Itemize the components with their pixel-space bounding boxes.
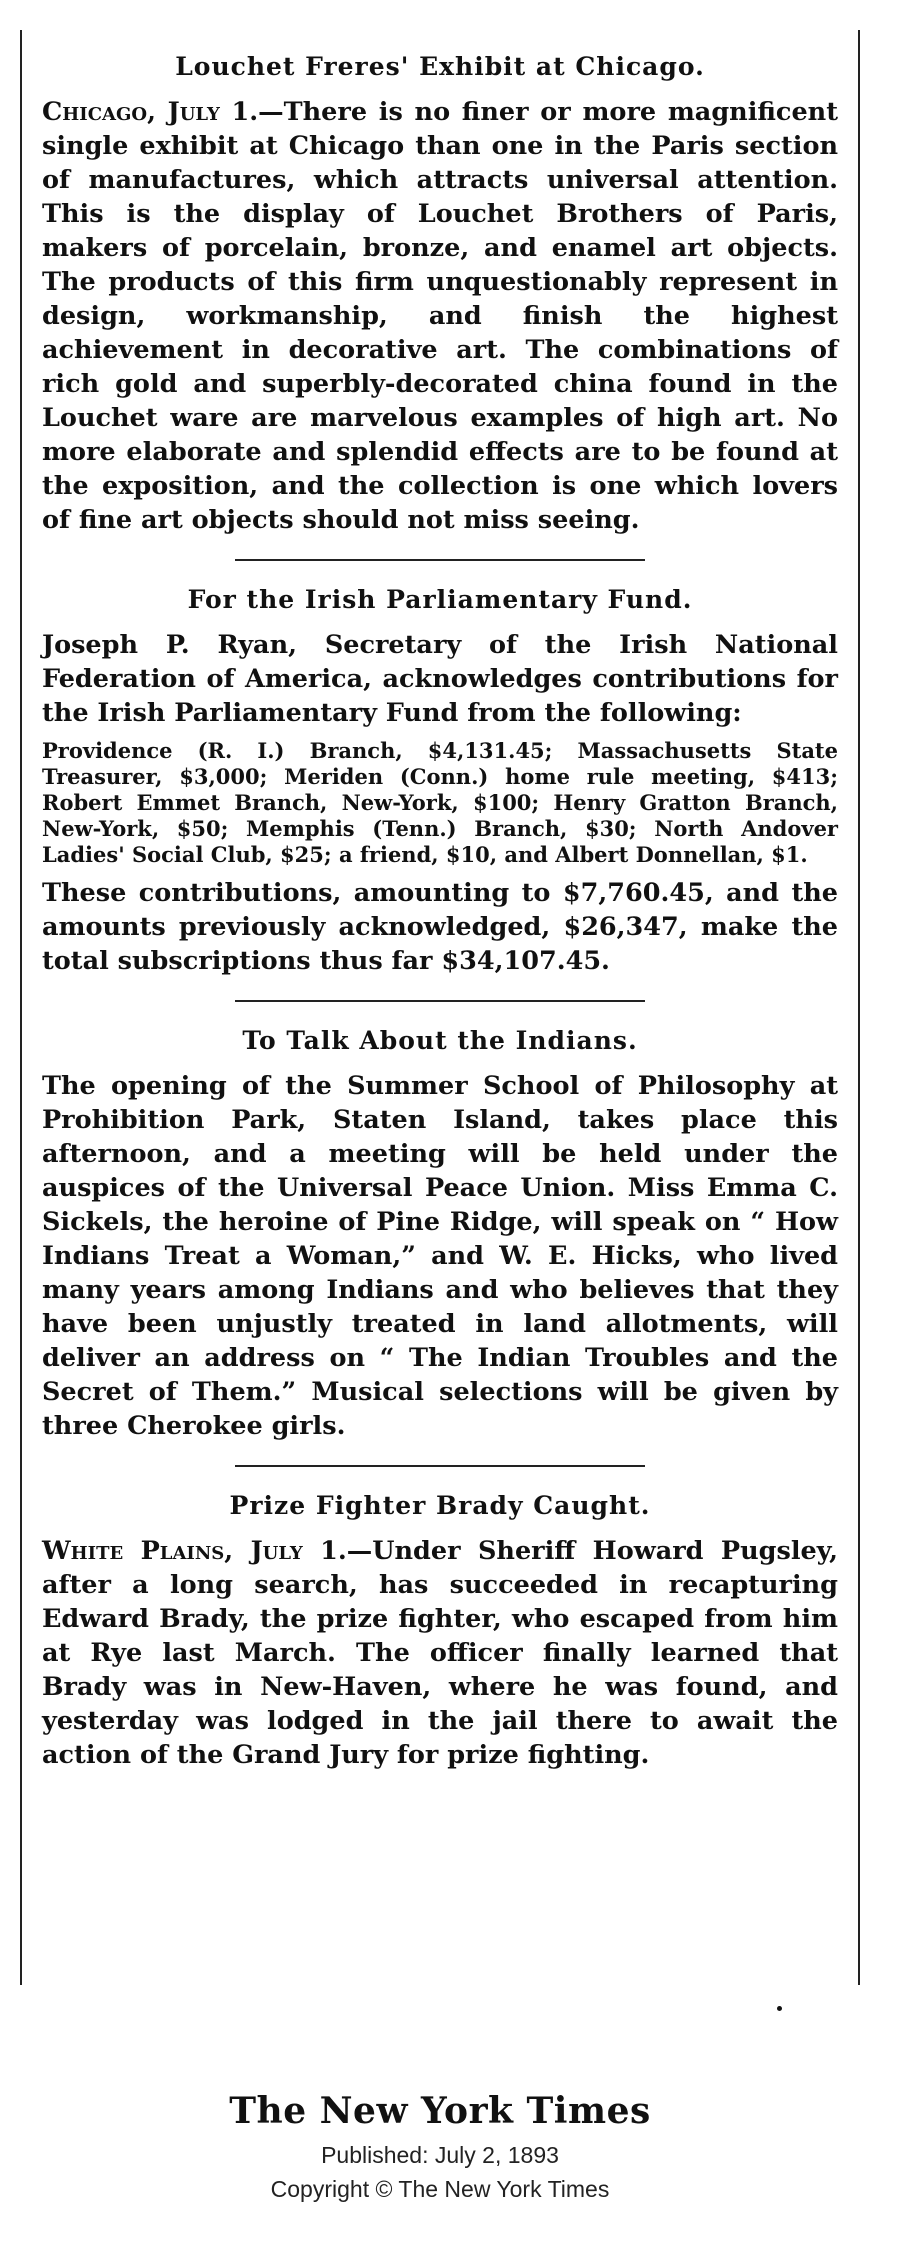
published-date: Published: July 2, 1893 [321, 2142, 559, 2168]
dateline: White Plains, July 1. [42, 1536, 347, 1566]
headline: For the Irish Parliamentary Fund. [187, 585, 693, 614]
paragraph-text: —Under Sheriff Howard Pugsley, after a long search, has succeeded in recapturing Edward Brady, the prize fighter, who escaped from him at Rye last March. The officer finally learned that Brady was in New-Haven, where he was found, and yesterday was lodged in the jail there to await the action of the Grand Jury for prize fighting. [42, 1536, 838, 1770]
section-divider [235, 559, 645, 561]
contributions-list: Providence (R. I.) Branch, $4,131.45; Massachusetts State Treasurer, $3,000; Meriden (Conn.) home rule meeting, $413; Robert Emmet Branch, New-York, $100; Henry Gratton Branch, New-York, $50; Memphis (Tenn.) Branch, $30; North Andover Ladies' Social Club, $25; a friend, $10, and Albert Donnellan, $1. [42, 738, 838, 867]
article-body [42, 95, 838, 537]
paragraph-text: The opening of the Summer School of Philosophy at Prohibition Park, Staten Island, takes place this afternoon, and a meeting will be held under the auspices of the Universal Peace Union. Miss Emma C. Sickels, the heroine of Pine Ridge, will speak on “ How Indians Treat a Woman,” and W. E. Hicks, who lived many years among Indians and who believes that they have been unjustly treated in land allotments, will deliver an address on “ The Indian Troubles and the Secret of Them.” Musical selections will be given by three Cherokee girls. [42, 1071, 838, 1441]
headline: To Talk About the Indians. [242, 1026, 638, 1055]
dateline: Chicago, July 1. [42, 97, 259, 127]
print-speck [777, 2006, 782, 2011]
article-body [42, 1534, 838, 1772]
page-footer [0, 2090, 880, 2206]
article-brady [42, 1491, 838, 1772]
copyright-notice: Copyright © The New York Times [270, 2176, 610, 2202]
headline: Louchet Freres' Exhibit at Chicago. [175, 52, 705, 81]
section-divider [235, 1000, 645, 1002]
article-irish-fund [42, 585, 838, 978]
headline: Prize Fighter Brady Caught. [229, 1491, 651, 1520]
closing-paragraph: These contributions, amounting to $7,760.45, and the amounts previously acknowledged, $26,347, make the total subscriptions thus far $34,107.45. [42, 878, 838, 976]
masthead-logo: The New York Times [229, 2090, 651, 2132]
article-column [20, 30, 860, 1985]
article-louchet [42, 52, 838, 537]
section-divider [235, 1465, 645, 1467]
paragraph-text: Joseph P. Ryan, Secretary of the Irish National Federation of America, acknowledges contributions for the Irish Parliamentary Fund from the following: [42, 630, 838, 728]
paragraph-text: —There is no finer or more magnificent single exhibit at Chicago than one in the Paris section of manufactures, which attracts universal attention. This is the display of Louchet Brothers of Paris, makers of porcelain, bronze, and enamel art objects. The products of this firm unquestionably represent in design, workmanship, and finish the highest achievement in decorative art. The combinations of rich gold and superbly-decorated china found in the Louchet ware are marvelous examples of high art. No more elaborate and splendid effects are to be found at the exposition, and the collection is one which lovers of fine art objects should not miss seeing. [42, 97, 838, 535]
article-indians [42, 1026, 838, 1443]
